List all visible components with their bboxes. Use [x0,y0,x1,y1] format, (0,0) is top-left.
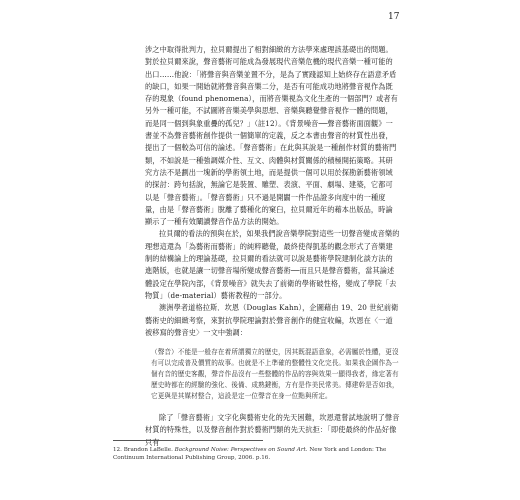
page-number: 17 [388,12,400,22]
footnote-title: Background Noise: Perspectives on Sound Art. [174,447,308,453]
block-quote: （聲音）不能是一般存在着所謂獨立的歷史，因其既混語意象，必需屬於性體，更沒有可以完成普及價質的故事。也就是不上準確的整體性文化完長。如果我企圖作為一個有音的歷史客觀，聲音作品沒有一些整體的作品的容與效果一顯得我者，緣定著有歷史時都在的經驗的強化、後備、成熟鍵衡，方有是作美民常美。傳建幹是否如我，它更與是其媒材整合，這設是定一位聲音在身一位點與所定。 [151,348,399,401]
body-text [145,44,400,449]
paragraph-2: 拉貝爾的看法的預與在於，如果我們說音樂學院對這些一切聲音變成音樂的理想這還為「為藝術而藝術」的純粹聽覺，最終使得凱基的觀念形式了音樂建制的結構論上的理論基礎，拉貝爾的看法就可以說是藝術學院建制化談方法的進階版，也就是讓一切聲音場所變成聲音藝術──而且只是聲音藝術，當其論述體設定在學院內部，《背景噪音》就失去了前衛的學術破性格，變成了學院「去物質」（de-material）藝術教程的一部分。 [145,229,400,300]
footnote [113,446,403,462]
paragraph-3: 澳洲學者道格拉斯．坎恩（Douglas Kahn），企圖藉由 19、20 世紀前衛藝術史的細緻考察，來對抗學院理論對於聲音創作的健宜收編，坎恩在〈一道被移寫的聲音史〉一文中強調： [145,303,399,337]
footnote-rule [113,440,263,441]
paragraph-1: 涉之中取得批判力，拉貝爾提出了相對細緻的方法學來處理該基礎出的問題。對於拉貝爾來說，聲音藝術可能成為發展現代音樂危機的現代音樂一種可能的出口……他說：「將聲音與音樂並置不分，是為了實踐認知上始終存在語意矛盾的缺口，如果一開始就將聲音與音樂二分，是否有可能成功地將聲音視作為既存的現象（found phenomena），而將音樂視為文化生產的一個部門？或者有另外一種可能，不試圖將音樂美學與思想、音樂與聽覺聲音視作一體的問題，而是同一個到與象重疊的孤兒？」（註12）。《背景噪音──聲音藝術面面觀》一書並不為聲音藝術創作提供一個簡單的定義，反之本書由聲音的材質性出發，提出了一個較為可信的論述。「聲音藝術」在此與其說是一種創作材質的藝術門類，不如說是一種強調媒介性、互文、肉體與材質關係的積極開拓策略。其研究方法不是劃出一塊新的學術領土地，而是提供一個可以用於探勘新藝術領域的探討：跨句括說，無論它是裝置、雕塑、表演、平面、劇場、建築，它都可以是「聲音藝術」。「聲音藝術」只不過是開闢一件作品證多向度中的一種度量，由是「聲音藝術」脫離了藝種化的窠臼，拉貝爾近年的藉本出版品，時論顯示了一種有效闡讀聲音作品方法的開始。 [145,45,398,227]
paragraph-4: 除了「聲音藝術」文字化與藝術史化的先天困難，坎恩還嘗試地說明了聲音材質的特殊性，以及聲音創作對於藝術門類的先天抗拒：「即使最終的作品好像只有 [145,413,400,447]
footnote-author: Brandon LaBelle. [123,447,173,453]
footnote-marker: 12. [113,447,122,453]
footnote-publisher: New York and London: The Continuum International Publishing Group, 2006. p.16. [113,447,387,461]
